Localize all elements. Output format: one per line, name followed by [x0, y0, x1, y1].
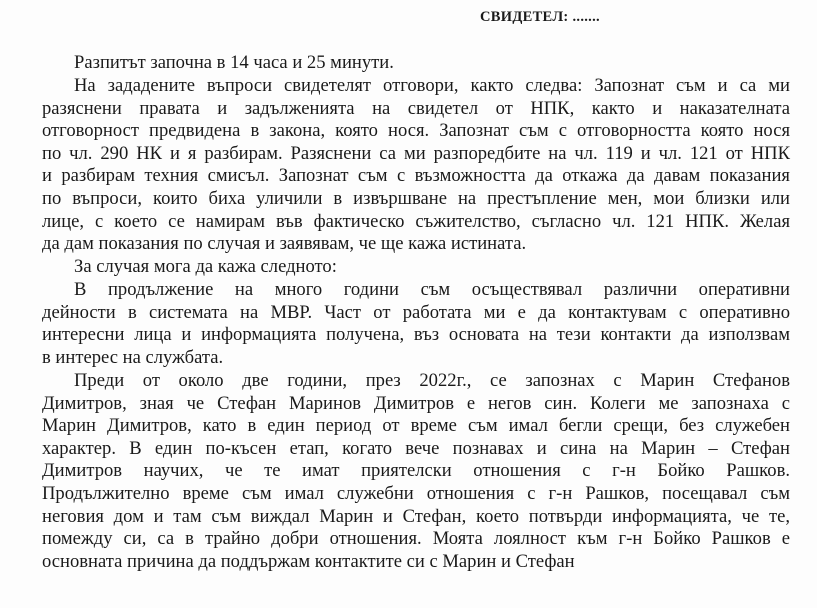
text-line: За случая мога да кажа следното: — [74, 256, 337, 277]
text-line: Разпитът започна в 14 часа и 25 минути. — [74, 52, 394, 73]
text-line: Продължително време съм имал служебни отношения с г-н Рашков, посещавал съм — [42, 482, 790, 504]
text-line: Марин Димитров, като в един период от време съм имал бегли срещи, без служебен — [42, 415, 790, 437]
text-line: дейности в системата на МВР. Част от работата ми е да контактувам с оперативно — [42, 301, 790, 323]
text-line: лице, с което се намирам във фактическо съжителство, съгласно чл. 121 НПК. Желая — [42, 210, 790, 232]
paragraph — [42, 52, 790, 75]
text-line: Преди от около две години, през 2022г., се запознах с Марин Стефанов — [74, 370, 790, 391]
paragraph — [42, 279, 790, 369]
witness-header: СВИДЕТЕЛ: ....... — [480, 9, 600, 25]
text-line: помежду си, са в трайно добри отношения. Моята лоялност към г-н Бойко Рашков е — [42, 528, 790, 550]
paragraph — [42, 75, 790, 256]
paragraph — [42, 370, 790, 573]
text-line: в интерес на службата. — [42, 346, 224, 368]
text-line: Димитров, зная че Стефан Маринов Димитров е негов син. Колеги ме запознаха с — [42, 392, 790, 414]
text-line: В продължение на много години съм осъществявал различни оперативни — [74, 279, 790, 300]
text-line: интересни лица и информацията получена, въз основата на тези контакти да използвам — [42, 324, 790, 346]
text-line: и разбирам техния смисъл. Запознат съм с възможността да откажа да давам показания — [42, 165, 790, 187]
text-line: неговия дом и там съм виждал Марин и Стефан, което потвърди информацията, че те, — [42, 505, 790, 527]
text-line: На зададените въпроси свидетелят отговори, както следва: Запознат съм и са ми — [74, 75, 790, 96]
text-line: разяснени правата и задълженията на свидетел от НПК, както и наказателната — [42, 97, 790, 119]
text-line: по чл. 290 НК и я разбирам. Разяснени са ми разпоредбите на чл. 119 и чл. 121 от НПК — [42, 142, 790, 164]
text-line: Димитров научих, че те имат приятелски отношения с г-н Бойко Рашков. — [42, 460, 790, 482]
text-line: да дам показания по случая и заявявам, че ще кажа истината. — [42, 233, 527, 255]
paragraph — [42, 256, 790, 279]
text-line: основната причина да поддържам контактите си с Марин и Стефан — [42, 550, 575, 572]
text-line: характер. В един по-късен етап, когато вече познавах и сина на Марин – Стефан — [42, 437, 790, 459]
text-line: отговорност предвидена в закона, която нося. Запознат съм с отговорността която нося — [42, 120, 790, 142]
text-line: по въпроси, които биха уличили в извършване на престъпление мен, мои близки или — [42, 187, 790, 209]
